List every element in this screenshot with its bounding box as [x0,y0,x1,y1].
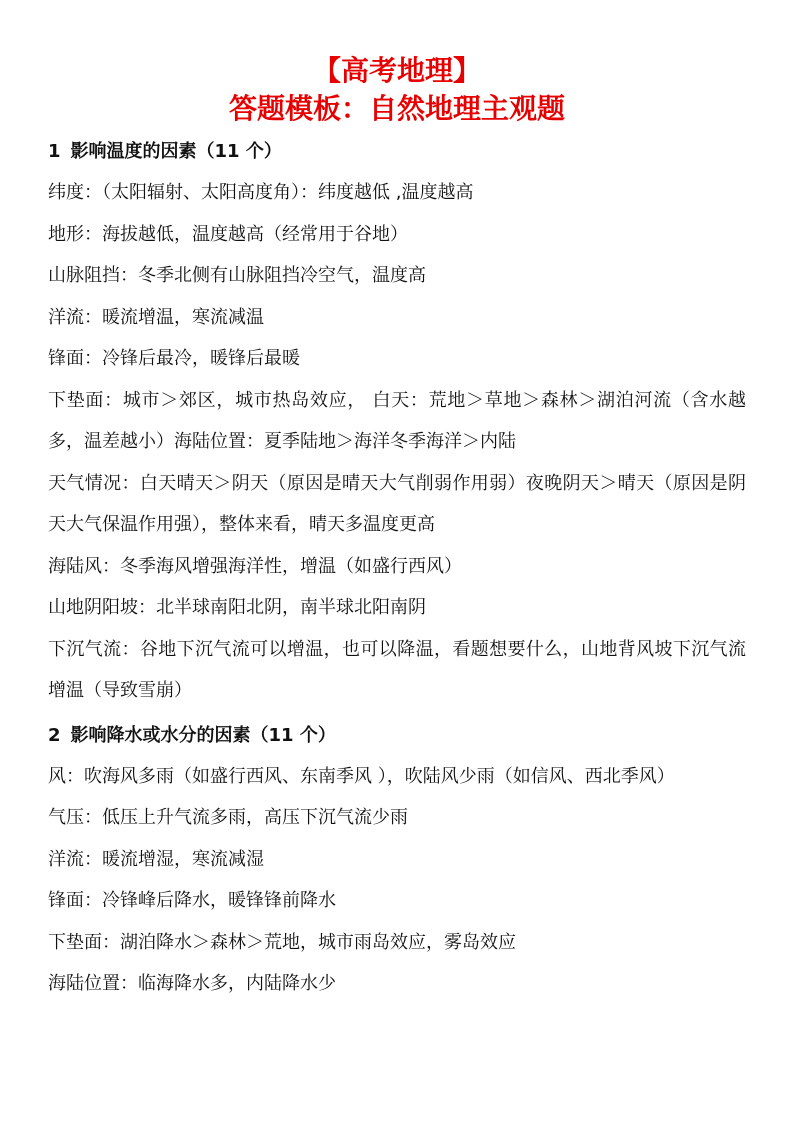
list-item: 海陆位置：临海降水多，内陆降水少 [48,973,336,994]
list-item: 洋流：暖流增温，寒流减温 [48,306,264,328]
list-item: 地形：海拔越低，温度越高（经常用于谷地） [48,223,408,245]
list-item: 下垫面：城市＞郊区，城市热岛效应， 白天：荒地＞草地＞森林＞湖泊河流（含水越多，温差越小）海陆位置：夏季陆地＞海洋冬季海洋＞内陆 [48,389,746,452]
list-item: 锋面：冷锋峰后降水，暖锋锋前降水 [48,890,336,911]
section-number: 1 [48,141,61,162]
list-item: 风：吹海风多雨（如盛行西风、东南季风 ），吹陆风少雨（如信风、西北季风） [48,765,675,787]
section-temperature [48,132,746,712]
list-item: 纬度：（太阳辐射、太阳高度角）：纬度越低 ,温度越高 [48,182,474,203]
list-item: 下垫面：湖泊降水＞森林＞荒地，城市雨岛效应，雾岛效应 [48,931,516,953]
section-number: 2 [48,724,61,746]
list-item: 海陆风：冬季海风增强海洋性，增温（如盛行西风） [48,555,462,577]
section-heading-text: 影响温度的因素（11 个） [70,141,282,162]
section-heading [48,132,746,172]
doc-title-line1: 【高考地理】 [312,54,481,87]
doc-title-line2: 答题模板：自然地理主观题 [228,92,565,125]
list-item: 天气情况：白天晴天＞阴天（原因是晴天大气削弱作用弱）夜晚阴天＞晴天（原因是阴天大气保温作用强），整体来看，晴天多温度更高 [48,472,746,535]
section-heading [48,716,746,756]
list-item: 山脉阻挡：冬季北侧有山脉阻挡冷空气，温度高 [48,265,426,286]
list-item: 洋流：暖流增湿，寒流减湿 [48,848,264,870]
list-item: 气压：低压上升气流多雨，高压下沉气流少雨 [48,807,408,828]
list-item: 锋面：冷锋后最冷，暖锋后最暖 [48,348,300,369]
section-precipitation [48,716,746,1005]
section-heading-text: 影响降水或水分的因素（11 个） [70,724,336,746]
list-item: 山地阴阳坡：北半球南阳北阴，南半球北阳南阴 [48,597,426,618]
list-item: 下沉气流：谷地下沉气流可以增温，也可以降温，看题想要什么，山地背风坡下沉气流增温（导致雪崩） [48,638,746,701]
